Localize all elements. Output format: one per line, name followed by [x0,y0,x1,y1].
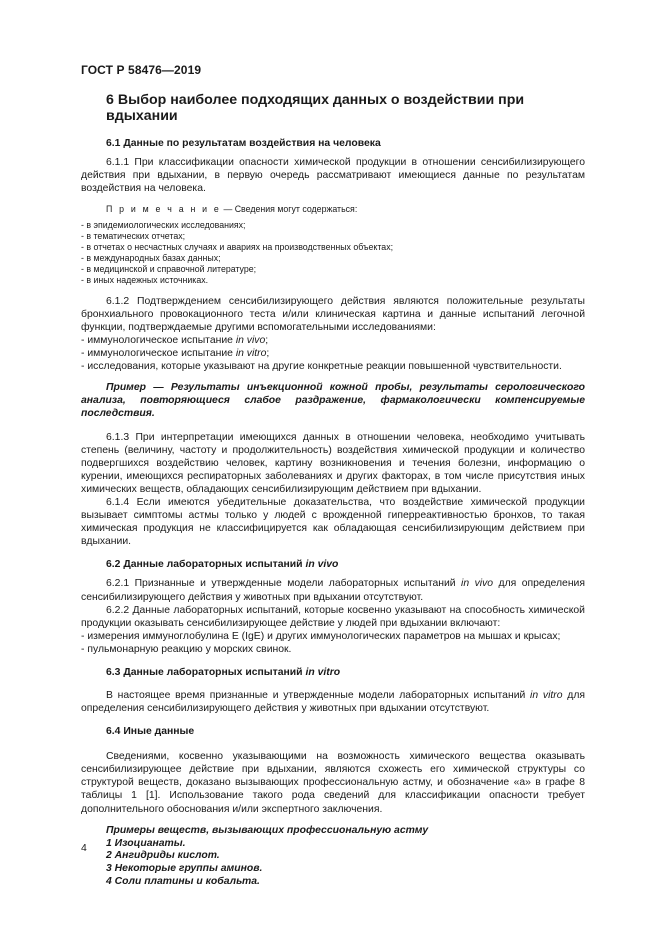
example-item: 4 Соли платины и кобальта. [106,876,260,888]
list-item: - исследования, которые указывают на другие конкретные реакции повышенной чувствительности. [81,361,562,373]
examples-title: Примеры веществ, вызывающих профессиональную астму [106,824,429,836]
note-label: П р и м е ч а н и е [106,204,222,215]
paragraph-6-1-2: 6.1.2 Подтверждением сенсибилизирующего действия являются положительные результаты бронхиального провокационного теста и/или клиническая картина и данные испытаний легочной функции, подтверждаемые другими вспомогательными исследованиями: [81,295,585,333]
standard-header: ГОСТ Р 58476—2019 [81,63,202,77]
note-heading [106,204,585,215]
example-item: 2 Ангидриды кислот. [106,850,220,862]
paragraph-6-3: В настоящее время признанные и утвержденные модели лабораторных испытаний in vitro для определения сенсибилизирующего действия у животных при вдыхании отсутствуют. [81,689,586,715]
page-number: 4 [81,843,87,854]
paragraph-6-2-1: 6.2.1 Признанные и утвержденные модели лабораторных испытаний in vivo для определения сенсибилизирующего действия у животных при вдыхании отсутствуют. [81,578,585,603]
note-item: - в тематических отчетах; [81,231,186,242]
example-item: 3 Некоторые группы аминов. [106,863,263,875]
section-6-3-title: 6.3 Данные лабораторных испытаний in vitro [106,666,341,678]
list-item: - иммунологическое испытание in vivo; [81,335,269,346]
section-6-1-title: 6.1 Данные по результатам воздействия на человека [106,138,381,149]
note-item: - в отчетах о несчастных случаях и авариях на производственных объектах; [81,242,394,253]
paragraph-6-2-2: 6.2.2 Данные лабораторных испытаний, которые косвенно указывают на способность химической продукции оказывать сенсибилизирующее действие у людей при вдыхании включают: [81,604,585,629]
paragraph-6-4: Сведениями, косвенно указывающими на возможность химического вещества оказывать сенсибилизирующее действие при вдыхании, являются схожесть его химической структуры со структурой веществ, доказано вызывающих профессиональную астму, и обозначение «а» в графе 8 таблицы 1 [1]. Использование такого рода сведений для классификации опасности требует дополнительного обоснования и/или экспертного заключения. [81,751,585,815]
section-6-4-title: 6.4 Иные данные [106,726,195,738]
paragraph-6-1-4: 6.1.4 Если имеются убедительные доказательства, что воздействие химической продукции вызывает симптомы астмы только у людей с врожденной гиперреактивностью бронхов, то такая химическая продукция не классифицируется как обладающая сенсибилизирующим действием при вдыхании. [81,497,585,548]
note-item: - в эпидемиологических исследованиях; [81,220,246,231]
example-item: 1 Изоцианаты. [106,837,186,849]
list-item: - иммунологическое испытание in vitro; [81,348,270,360]
example-text: Пример — Результаты инъекционной кожной пробы, результаты серологического анализа, повторяющиеся слабое раздражение, фармакологически компенсируемые последствия. [81,382,585,420]
examples-list [81,825,585,890]
list-item: - измерения иммуноглобулина Е (IgE) и других иммунологических параметров на мышах и крысах; [81,630,561,642]
note-item: - в международных базах данных; [81,253,221,263]
paragraph-6-1-1: 6.1.1 При классификации опасности химической продукции в отношении сенсибилизирующего действия при вдыхании, в первую очередь рассматривают имеющиеся данные по результатам воздействия на человека. [81,157,585,195]
note-item: - в иных надежных источниках. [81,274,209,285]
note-text: — Сведения могут содержаться: [221,204,358,215]
paragraph-6-1-3: 6.1.3 При интерпретации имеющихся данных в отношении человека, необходимо учитывать степень (величину, частоту и продолжительность) воздействия химической продукции и количество подвергшихся воздействию человек, картину возникновения и течения болезни, информацию о курении, имеющихся респираторных заболеваниях и других факторах, в том числе присутствия иных химических веществ, обладающих сенсибилизирующим действием при вдыхании. [81,431,585,495]
note-item: - в медицинской и справочной литературе; [81,263,257,274]
section-6-2-title: 6.2 Данные лабораторных испытаний in vivo [106,559,339,571]
chapter-title: 6 Выбор наиболее подходящих данных о воздействии при вдыхании [106,92,525,124]
page-content [81,92,585,889]
list-item: - пульмонарную реакцию у морских свинок. [81,643,292,655]
